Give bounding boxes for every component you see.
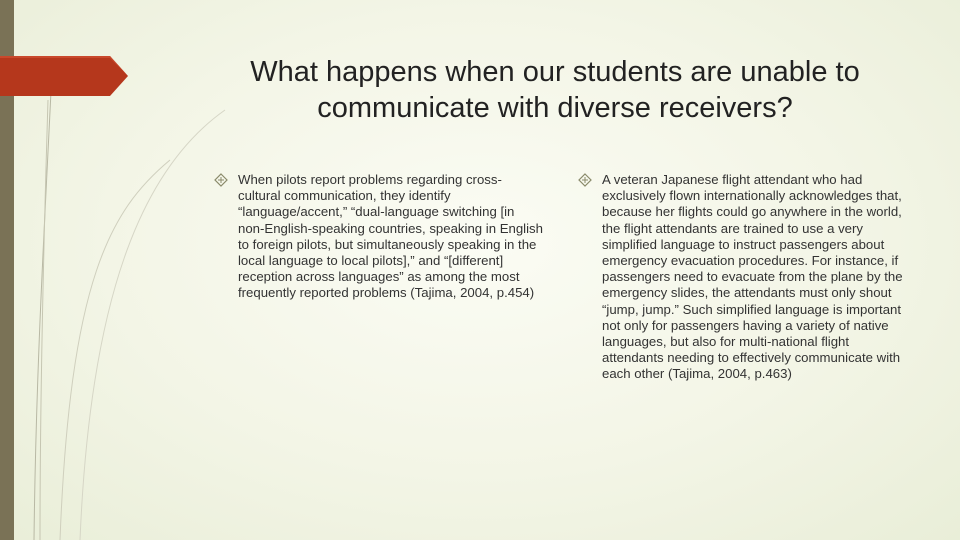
diamond-bullet-icon xyxy=(578,173,592,187)
diamond-bullet-icon xyxy=(214,173,228,187)
bullet-column-left xyxy=(214,172,544,302)
bullet-column-right xyxy=(578,172,908,383)
slide-title: What happens when our students are unable to communicate with diverse receivers? xyxy=(250,56,860,124)
accent-arrow-shape xyxy=(0,56,130,96)
bullet-text-pilots: When pilots report problems regarding cross-cultural communication, they identify “language/accent,” “dual-language switching [in non-English-speaking countries, speaking in English to foreign pilots, but simultaneously speaking in the local language to local pilots],” and “[different] reception across languages” as among the most frequently reported problems (Tajima, 2004, p.454) xyxy=(238,172,543,301)
bullet-text-flight-attendant: A veteran Japanese flight attendant who had exclusively flown internationally acknowledges that, because her flights could go anywhere in the world, the flight attendants are trained to use a very simplified language to instruct passengers about emergency evacuation procedures. For instance, if passengers need to evacuate from the plane by the emergency slides, the attendants must only shout “jump, jump.” Such simplified language is important not only for passengers having a variety of native languages, but also for multi-national flight attendants needing to effectively communicate with each other (Tajima, 2004, p.463) xyxy=(602,172,903,382)
